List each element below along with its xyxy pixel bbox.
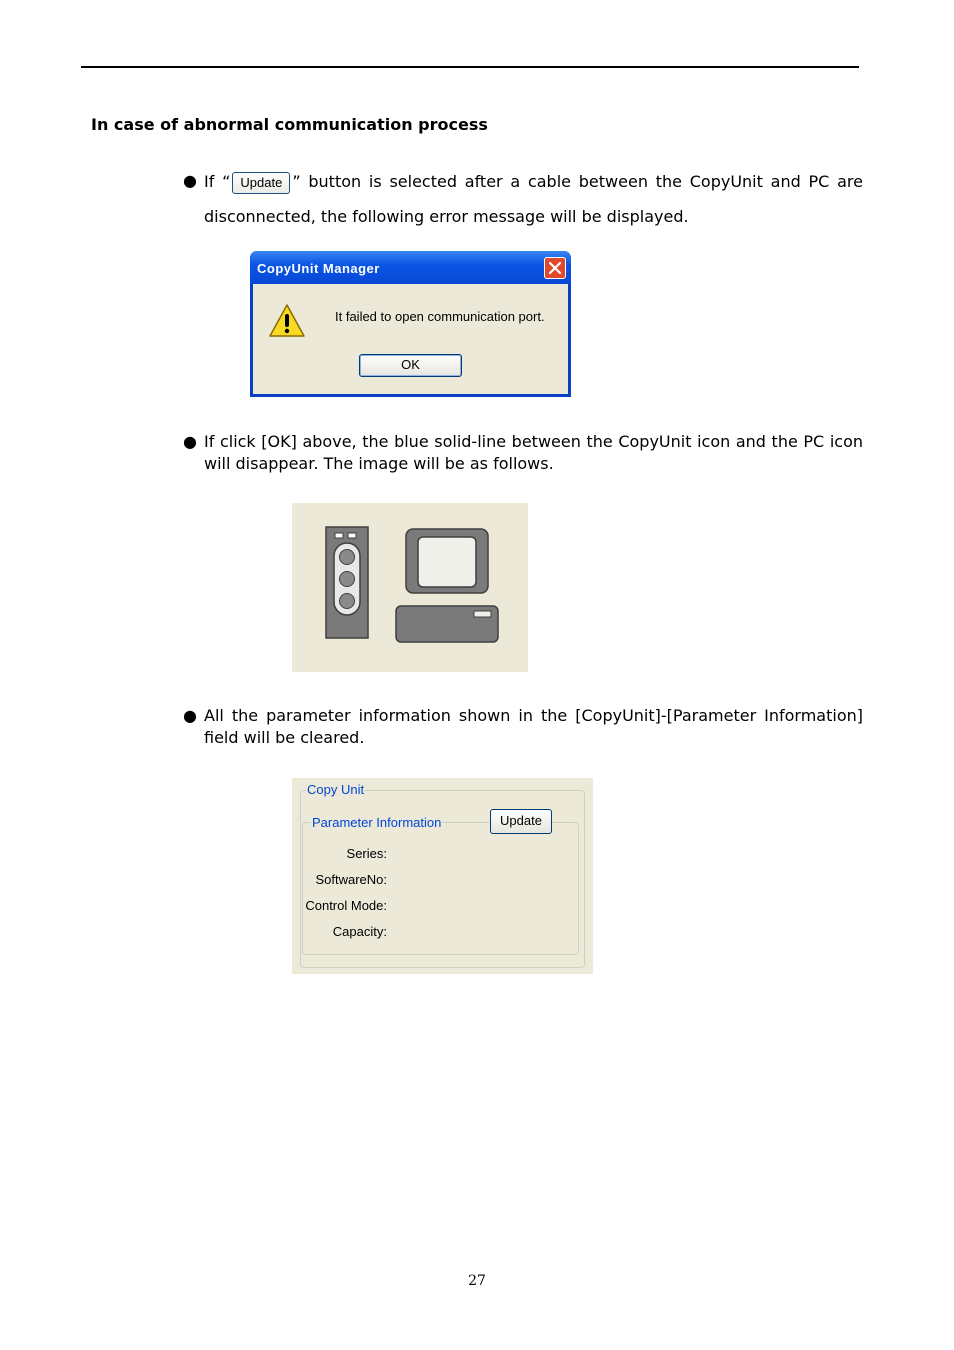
close-icon[interactable] [544, 257, 566, 279]
software-no-label: SoftwareNo: [315, 872, 387, 887]
page-number: 27 [468, 1273, 486, 1289]
warning-icon [268, 303, 306, 339]
inline-update-button: Update [232, 172, 290, 194]
dialog-message: It failed to open communication port. [335, 309, 545, 324]
bullet-text: All the parameter information shown in the [CopyUnit]-[Parameter Information] field will be cleared. [204, 706, 863, 747]
bullet-parameters-cleared [183, 705, 863, 749]
control-mode-label: Control Mode: [305, 898, 387, 913]
section-heading: In case of abnormal communication process [91, 115, 488, 134]
capacity-label: Capacity: [332, 924, 387, 939]
bullet-dot: ● [183, 432, 197, 451]
bullet-text: If click [OK] above, the blue solid-line between the CopyUnit icon and the PC icon will disappear. The image will be as follows. [204, 432, 863, 473]
error-dialog [250, 251, 571, 397]
dialog-title: CopyUnit Manager [257, 261, 380, 276]
bullet-dot: ● [183, 706, 197, 725]
copyunit-device-icon [326, 527, 368, 638]
device-status-panel [292, 503, 528, 672]
bullet-dot: ● [183, 171, 197, 190]
copy-unit-group-title: Copy Unit [307, 782, 365, 797]
dialog-body [253, 284, 568, 394]
bullet-text: If “ [204, 172, 231, 191]
pc-computer-icon [396, 529, 498, 642]
bullet-text: disconnected, the following error message will be displayed. [204, 207, 689, 226]
bullet-update-error [183, 170, 863, 229]
bullet-line-disappear [183, 431, 863, 475]
ok-button[interactable]: OK [359, 354, 462, 377]
update-button[interactable]: Update [490, 809, 552, 834]
parameter-information-title: Parameter Information [312, 815, 442, 830]
dialog-titlebar [250, 251, 571, 284]
series-label: Series: [346, 846, 387, 861]
header-rule [81, 66, 859, 68]
bullet-text: ” button is selected after a cable between the CopyUnit and PC are [292, 172, 863, 191]
copy-unit-panel [292, 778, 593, 974]
